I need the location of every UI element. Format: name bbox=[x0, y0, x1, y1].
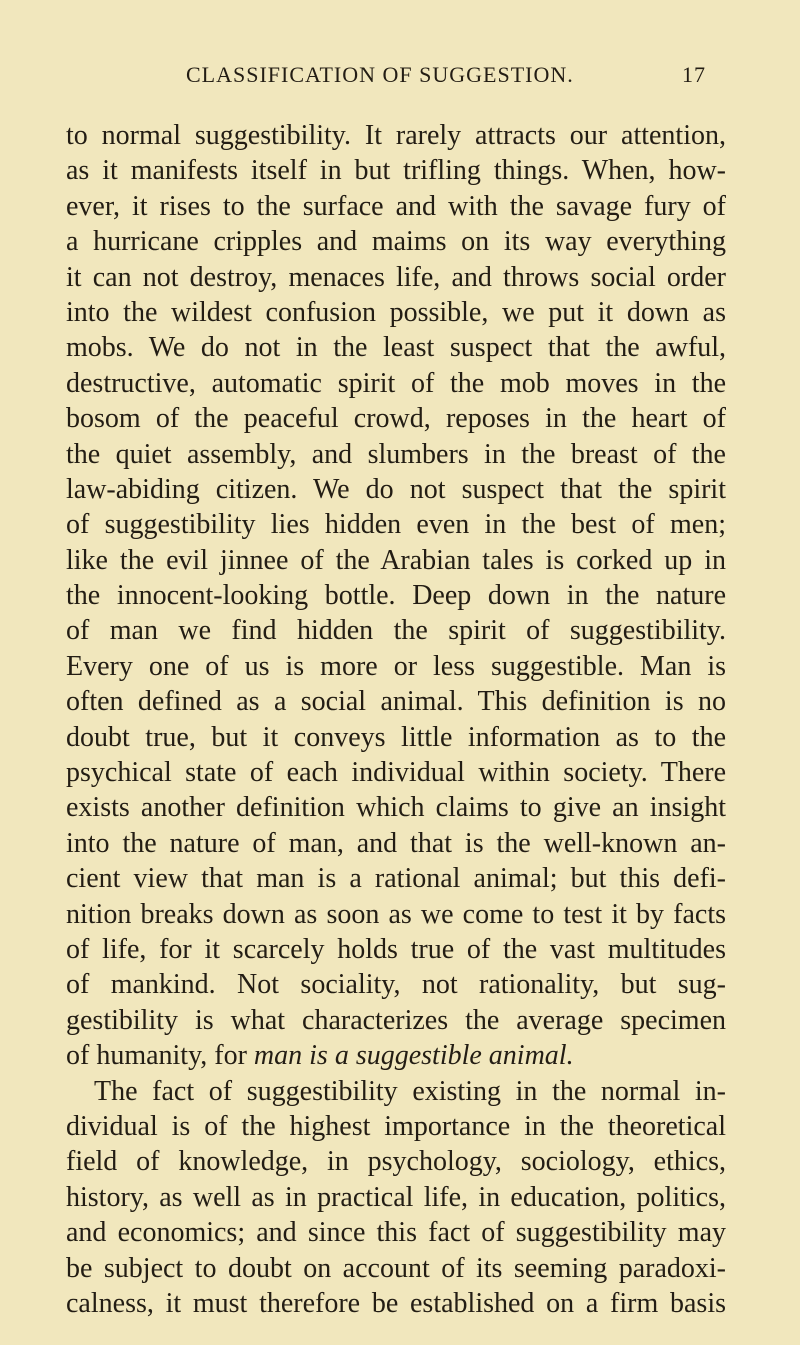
text-line: calness, it must therefore be established on a firm basis bbox=[66, 1287, 726, 1319]
text-line: dividual is of the highest importance in the theoretical bbox=[66, 1110, 726, 1142]
text-line: Every one of us is more or less suggestible. Man is bbox=[66, 650, 726, 682]
text-line: gestibility is what characterizes the average specimen bbox=[66, 1004, 726, 1036]
text-line: like the evil jinnee of the Arabian tales is corked up in bbox=[66, 544, 726, 576]
text-line: history, as well as in practical life, in education, politics, bbox=[66, 1181, 726, 1213]
text-line: ever, it rises to the surface and with the savage fury of bbox=[66, 190, 726, 222]
text-line: cient view that man is a rational animal; but this defi- bbox=[66, 863, 726, 895]
chapter-title: CLASSIFICATION OF SUGGESTION. bbox=[186, 62, 574, 87]
text-line: the innocent-looking bottle. Deep down in the nature bbox=[66, 580, 726, 612]
text-line: mobs. We do not in the least suspect that the awful, bbox=[66, 332, 726, 364]
italic-emphasis: man is a suggestible animal. bbox=[253, 1040, 574, 1072]
text-line: as it manifests itself in but trifling things. When, how- bbox=[66, 155, 726, 187]
text-line: the quiet assembly, and slumbers in the breast of the bbox=[66, 438, 726, 470]
text-line: into the wildest confusion possible, we put it down as bbox=[66, 296, 726, 328]
text-line: it can not destroy, menaces life, and throws social order bbox=[66, 261, 726, 293]
text-line: exists another definition which claims to give an insight bbox=[66, 792, 726, 824]
body-text bbox=[66, 118, 726, 1321]
text-line: into the nature of man, and that is the well-known an- bbox=[66, 827, 726, 859]
running-header bbox=[186, 62, 706, 88]
text-line: destructive, automatic spirit of the mob moves in the bbox=[66, 367, 726, 399]
text-run: of humanity, for bbox=[66, 1040, 254, 1072]
text-line: nition breaks down as soon as we come to test it by facts bbox=[66, 898, 726, 930]
text-line: often defined as a social animal. This definition is no bbox=[66, 686, 726, 718]
text-line: The fact of suggestibility existing in the normal in- bbox=[94, 1075, 726, 1107]
text-line: psychical state of each individual within society. There bbox=[66, 757, 726, 789]
text-line: law-abiding citizen. We do not suspect that the spirit bbox=[66, 473, 726, 505]
text-line-last bbox=[66, 1038, 726, 1073]
text-line: field of knowledge, in psychology, sociology, ethics, bbox=[66, 1146, 726, 1178]
text-line: doubt true, but it conveys little information as to the bbox=[66, 721, 726, 753]
text-line: to normal suggestibility. It rarely attracts our attention, bbox=[66, 120, 726, 151]
text-line: be subject to doubt on account of its seeming paradoxi- bbox=[66, 1252, 726, 1284]
text-line: bosom of the peaceful crowd, reposes in the heart of bbox=[66, 403, 726, 435]
text-line: of mankind. Not sociality, not rationality, but sug- bbox=[66, 969, 726, 1001]
paragraph-1 bbox=[66, 118, 726, 1074]
text-line: of suggestibility lies hidden even in the best of men; bbox=[66, 509, 726, 541]
text-line: of life, for it scarcely holds true of the vast multitudes bbox=[66, 933, 726, 965]
page-number: 17 bbox=[682, 62, 706, 87]
text-line: a hurricane cripples and maims on its way everything bbox=[66, 226, 726, 258]
text-line: of man we find hidden the spirit of suggestibility. bbox=[66, 615, 726, 647]
paragraph-2 bbox=[66, 1074, 726, 1322]
text-line: and economics; and since this fact of suggestibility may bbox=[66, 1217, 726, 1249]
